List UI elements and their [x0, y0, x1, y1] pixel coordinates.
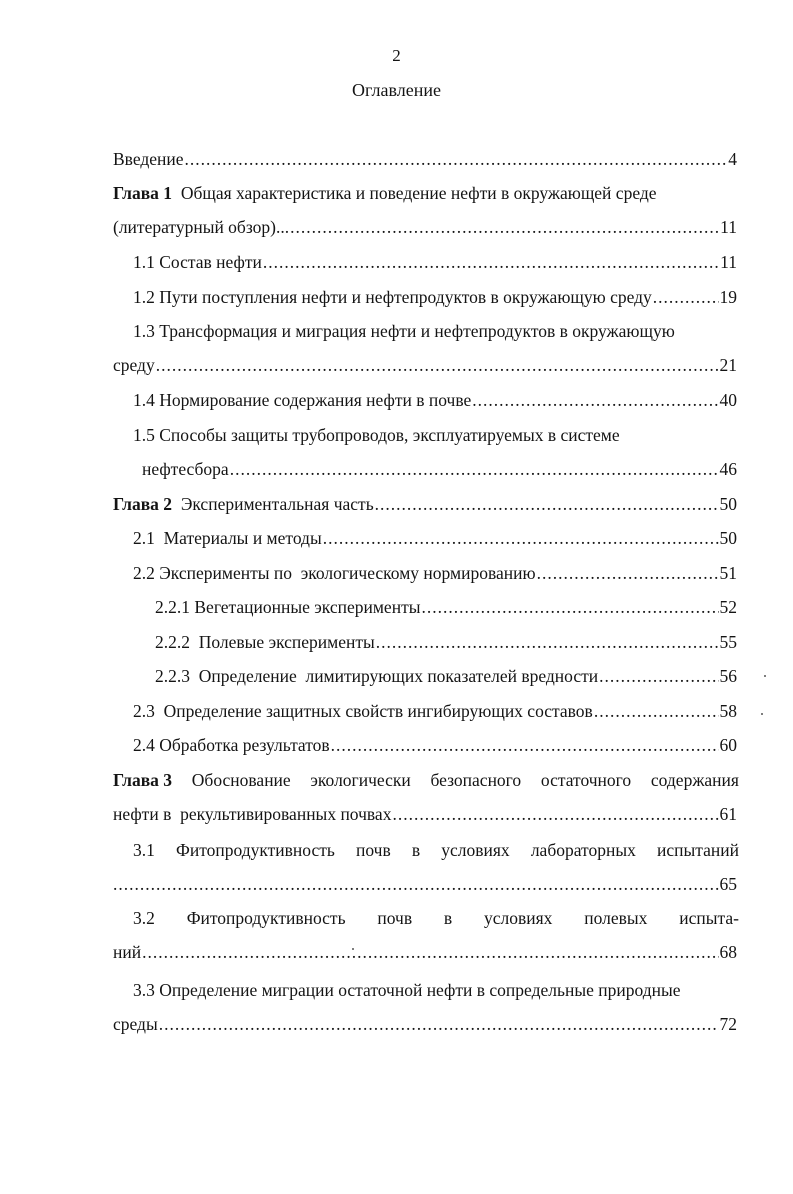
heading-word: 3.1 — [133, 840, 155, 860]
heading-word: 3.2 — [133, 908, 155, 928]
toc-entry-text: нефтесбора — [142, 459, 229, 479]
toc-entry-text: 2.2.2 Полевые эксперименты — [155, 632, 375, 652]
dot-leader — [392, 801, 718, 827]
toc-chapter-3-heading[interactable] — [113, 767, 739, 793]
toc-entry-text: 2.2 Эксперименты по экологическому нормированию — [133, 563, 536, 583]
scan-speck — [352, 948, 354, 950]
toc-entry-text: 2.2.1 Вегетационные эксперименты — [155, 597, 421, 617]
dot-leader — [230, 456, 719, 482]
toc-entry-text: 2.1 Материалы и методы — [133, 528, 322, 548]
toc-entry-chapter-2[interactable] — [113, 491, 737, 517]
dot-leader — [376, 629, 719, 655]
toc-page-number: 65 — [719, 874, 737, 894]
scan-speck — [761, 713, 763, 715]
toc-entry-intro[interactable] — [113, 146, 737, 172]
chapter-title: Общая характеристика и поведение нефти в окружающей среде — [180, 183, 657, 203]
toc-entry-3-3-heading[interactable]: 3.3 Определение миграции остаточной нефти в сопредельные природные — [133, 980, 681, 1000]
dot-leader — [653, 284, 719, 310]
toc-page-number: 58 — [719, 701, 737, 721]
toc-page-number: 11 — [720, 217, 737, 237]
heading-word: в — [443, 908, 453, 928]
dot-leader — [472, 387, 718, 413]
toc-page-number: 60 — [719, 735, 737, 755]
dot-leader — [156, 352, 719, 378]
toc-entry-chapter-1[interactable] — [113, 214, 737, 240]
scan-speck — [764, 675, 766, 677]
toc-entry-2-2-1[interactable] — [155, 594, 737, 620]
dot-leader — [421, 594, 718, 620]
page-number: 2 — [392, 46, 401, 65]
heading-word: лабораторных — [530, 840, 636, 860]
toc-entry-1-2[interactable] — [133, 284, 737, 310]
heading-word: содержания — [650, 770, 739, 790]
toc-page-number: 50 — [719, 494, 737, 514]
toc-entry-text: ний — [113, 942, 142, 962]
toc-entry-text: Экспериментальная часть — [180, 494, 374, 514]
toc-entry-2-2-3[interactable] — [155, 663, 737, 689]
toc-entry-text: Введение — [113, 149, 184, 169]
dot-leader — [159, 1011, 719, 1037]
dot-leader — [599, 663, 718, 689]
toc-entry-2-2-2[interactable] — [155, 629, 737, 655]
toc-page-number: 56 — [719, 666, 737, 686]
dot-leader — [290, 214, 719, 240]
toc-entry-1-3[interactable] — [113, 352, 737, 378]
heading-word: испытаний — [656, 840, 739, 860]
toc-page-number: 40 — [719, 390, 737, 410]
toc-entry-1-4[interactable] — [133, 387, 737, 413]
toc-entry-3-1[interactable] — [113, 871, 737, 897]
toc-entry-1-3-heading[interactable]: 1.3 Трансформация и миграция нефти и нефтепродуктов в окружающую — [133, 321, 675, 341]
toc-entry-1-5-heading[interactable]: 1.5 Способы защиты трубопроводов, эксплуатируемых в системе — [133, 425, 620, 445]
heading-word: почв — [356, 840, 391, 860]
toc-page-number: 21 — [719, 355, 737, 375]
heading-word: условиях — [484, 908, 553, 928]
toc-entry-2-3[interactable] — [133, 698, 737, 724]
toc-title: Оглавление — [352, 80, 441, 100]
dot-leader — [142, 939, 718, 965]
toc-entry-text: 2.2.3 Определение лимитирующих показателей вредности — [155, 666, 599, 686]
chapter-label: Глава 1 — [113, 183, 173, 203]
toc-page-number: 4 — [728, 149, 737, 169]
toc-page-number: 51 — [719, 563, 737, 583]
toc-chapter-1-heading[interactable] — [113, 180, 733, 206]
toc-entry-3-1-heading[interactable] — [133, 837, 739, 863]
toc-entry-1-5[interactable] — [142, 456, 737, 482]
heading-word: безопасного — [430, 770, 522, 790]
toc-entry-3-3[interactable] — [113, 1011, 737, 1037]
toc-entry-3-2-heading[interactable] — [133, 905, 739, 931]
dot-leader — [537, 560, 719, 586]
heading-word: экологически — [310, 770, 411, 790]
toc-page-number: 61 — [719, 804, 737, 824]
toc-page-number: 68 — [719, 942, 737, 962]
toc-entry-text: 2.4 Обработка результатов — [133, 735, 330, 755]
toc-entry-2-2[interactable] — [133, 560, 737, 586]
heading-word: Фитопродуктивность — [176, 840, 335, 860]
toc-entry-text: 1.4 Нормирование содержания нефти в почве — [133, 390, 472, 410]
toc-entry-text: среды — [113, 1014, 158, 1034]
dot-leader — [263, 249, 719, 275]
chapter-label: Глава 3 — [113, 770, 173, 790]
dot-leader — [323, 525, 719, 551]
dot-leader — [375, 491, 719, 517]
toc-entry-3-2[interactable] — [113, 939, 737, 965]
heading-word: почв — [377, 908, 413, 928]
toc-page-number: 11 — [720, 252, 737, 272]
heading-word: испыта- — [679, 908, 739, 928]
toc-entry-text: 1.1 Состав нефти — [133, 252, 262, 272]
dot-leader — [113, 871, 719, 897]
toc-entry-chapter-3[interactable] — [113, 801, 737, 827]
toc-page-number: 72 — [719, 1014, 737, 1034]
dot-leader — [594, 698, 719, 724]
toc-entry-1-1[interactable] — [133, 249, 737, 275]
toc-page-number: 55 — [719, 632, 737, 652]
toc-entry-text: среду — [113, 355, 155, 375]
dot-leader — [185, 146, 728, 172]
toc-page-number: 50 — [719, 528, 737, 548]
heading-word: в — [411, 840, 421, 860]
toc-page-number: 19 — [719, 287, 737, 307]
toc-entry-2-1[interactable] — [133, 525, 737, 551]
heading-word: остаточного — [540, 770, 632, 790]
toc-entry-text: нефти в рекультивированных почвах — [113, 804, 392, 824]
heading-word: условиях — [441, 840, 510, 860]
toc-page-number: 46 — [719, 459, 737, 479]
dot-leader — [331, 732, 719, 758]
toc-entry-text: 1.2 Пути поступления нефти и нефтепродуктов в окружающую среду — [133, 287, 652, 307]
toc-entry-2-4[interactable] — [133, 732, 737, 758]
chapter-label: Глава 2 — [113, 494, 173, 514]
heading-word: Обоснование — [191, 770, 291, 790]
toc-entry-text: (литературный обзор)... — [113, 217, 290, 237]
toc-entry-text: 2.3 Определение защитных свойств ингибирующих составов — [133, 701, 593, 721]
toc-page-number: 52 — [719, 597, 737, 617]
heading-word: полевых — [584, 908, 648, 928]
heading-word: Фитопродуктивность — [186, 908, 346, 928]
